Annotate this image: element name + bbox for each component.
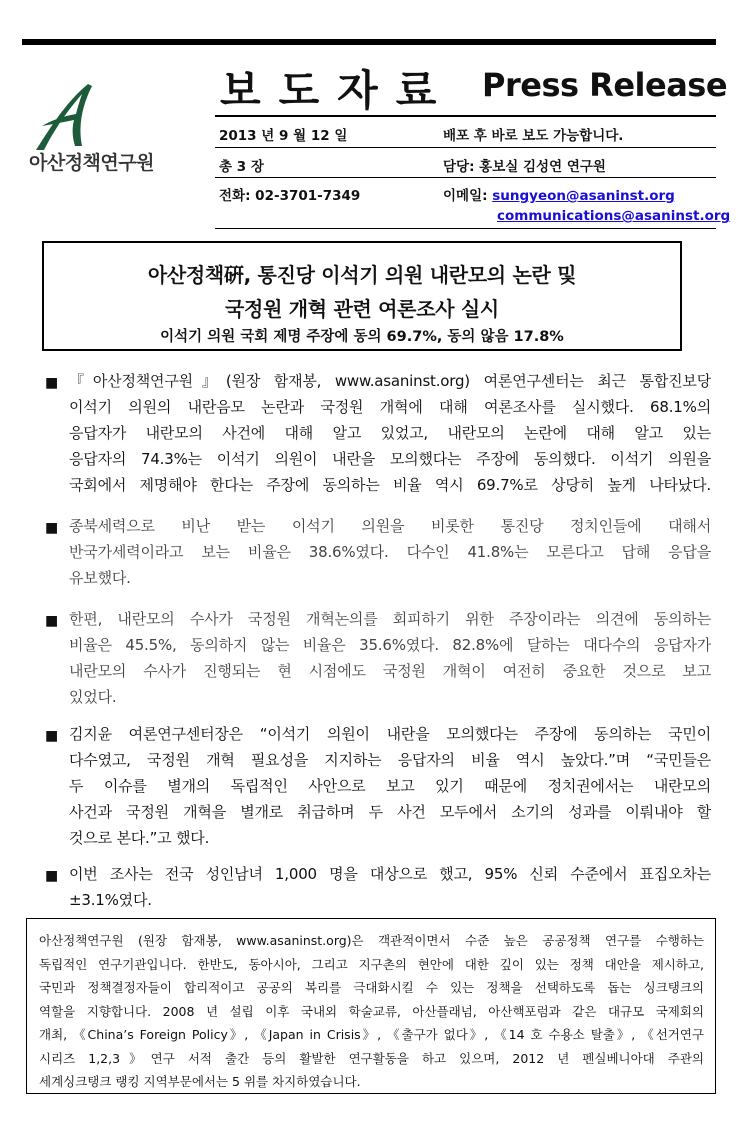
about-line: 아산정책연구원 (원장 함재봉, www.asaninst.org)은 객관적이면서 수준 높은 공공정책 연구를 수행하는 bbox=[39, 933, 704, 948]
headline-box bbox=[42, 241, 682, 351]
paragraph-3 bbox=[69, 606, 711, 710]
paragraph-line: 사건과 국정원 개혁을 별개로 취급하며 두 사건 모두에서 소기의 성과를 이뤄내야 할 bbox=[69, 803, 711, 821]
meta-rule bbox=[215, 147, 716, 148]
paragraph-line: 종북세력으로 비난 받는 이석기 의원을 비롯한 통진당 정치인들에 대해서 bbox=[69, 517, 711, 535]
bullet-icon: ■ bbox=[45, 520, 59, 536]
about-box bbox=[26, 918, 716, 1094]
bullet-icon: ■ bbox=[45, 728, 59, 744]
phone-number: 전화: 02-3701-7349 bbox=[219, 188, 361, 204]
paragraph-line: ±3.1%였다. bbox=[69, 891, 152, 909]
page-title-korean: 보도자료 bbox=[220, 66, 455, 115]
asan-logo bbox=[22, 80, 192, 180]
contact-person: 담당: 홍보실 김성연 연구원 bbox=[443, 159, 606, 175]
about-text bbox=[39, 929, 704, 1094]
page-title-english: Press Release bbox=[482, 66, 728, 104]
headline-subtitle: 이석기 의원 국회 제명 주장에 동의 69.7%, 동의 않음 17.8% bbox=[160, 329, 564, 345]
paragraph-line: 다수였고, 국정원 개혁 필요성을 지지하는 응답자의 비율 역시 높았다.”며 “국민들은 bbox=[69, 751, 711, 769]
page-count: 총 3 장 bbox=[219, 159, 264, 175]
paragraph-line: 내란모의 수사가 진행되는 현 시점에도 국정원 개혁이 여전히 중요한 것으로 보고 bbox=[69, 662, 711, 680]
paragraph-1 bbox=[69, 368, 711, 498]
bullet-icon: ■ bbox=[45, 613, 59, 629]
paragraph-line: 응답자의 74.3%는 이석기 의원이 내란을 모의했다는 주장에 동의했다. 이석기 의원을 bbox=[69, 450, 711, 468]
paragraph-2 bbox=[69, 513, 711, 591]
paragraph-4 bbox=[69, 721, 711, 851]
meta-rule bbox=[215, 228, 716, 229]
paragraph-line: 비율은 45.5%, 동의하지 않는 비율은 35.6%였다. 82.8%에 달하는 대다수의 응답자가 bbox=[69, 636, 711, 654]
meta-rule bbox=[215, 115, 716, 117]
paragraph-line: 두 이슈를 별개의 독립적인 사안으로 보고 있기 때문에 정치권에서는 내란모의 bbox=[69, 777, 711, 795]
bullet-icon: ■ bbox=[45, 375, 59, 391]
logo-text: 아산정책연구원 bbox=[29, 152, 154, 174]
about-line: 역할을 지향합니다. 2008 년 설립 이후 국내외 학술교류, 아산플래넘, 아산핵포럼과 같은 대규모 국제회의 bbox=[39, 1003, 704, 1019]
asan-a-logo-icon bbox=[30, 80, 110, 152]
paragraph-line: 유보했다. bbox=[69, 569, 131, 587]
headline-line-1: 아산정책硏, 통진당 이석기 의원 내란모의 논란 및 bbox=[147, 263, 577, 287]
about-line: 독립적인 연구기관입니다. 한반도, 동아시아, 그리고 지구촌의 현안에 대한 깊이 있는 정책 대안을 제시하고, bbox=[39, 956, 704, 972]
paragraph-line: 『아산정책연구원』(원장 함재봉, www.asaninst.org) 여론연구센터는 최근 통합진보당 bbox=[69, 372, 711, 390]
paragraph-line: 김지윤 여론연구센터장은 “이석기 의원이 내란을 모의했다는 주장에 동의하는 국민이 bbox=[69, 725, 711, 743]
paragraph-5 bbox=[69, 861, 711, 913]
email-link-secondary[interactable]: communications@asaninst.org bbox=[497, 208, 731, 224]
top-rule bbox=[22, 39, 716, 45]
paragraph-line: 이번 조사는 전국 성인남녀 1,000 명을 대상으로 했고, 95% 신뢰 수준에서 표집오차는 bbox=[69, 865, 711, 883]
release-note: 배포 후 바로 보도 가능합니다. bbox=[443, 128, 624, 144]
about-line: 세계싱크탱크 랭킹 지역부문에서는 5 위를 차지하였습니다. bbox=[39, 1074, 361, 1089]
release-date: 2013 년 9 월 12 일 bbox=[219, 128, 348, 144]
paragraph-line: 반국가세력이라고 보는 비율은 38.6%였다. 다수인 41.8%는 모른다고 답해 응답을 bbox=[69, 543, 711, 561]
paragraph-line: 이석기 의원의 내란음모 논란과 국정원 개혁에 대해 여론조사를 실시했다. 68.1%의 bbox=[69, 398, 711, 416]
paragraph-line: 응답자가 내란모의 사건에 대해 알고 있었고, 내란모의 논란에 대해 알고 있는 bbox=[69, 424, 711, 442]
about-line: 국민과 정책결정자들이 합리적이고 공공의 복리를 극대화시킬 수 있는 정책을 선택하도록 돕는 싱크탱크의 bbox=[39, 980, 704, 995]
meta-rule bbox=[215, 177, 716, 178]
headline-line-2: 국정원 개혁 관련 여론조사 실시 bbox=[225, 297, 499, 321]
about-line: 개최, 《China’s Foreign Policy》, 《Japan in Crisis》, 《출구가 없다》, 《14 호 수용소 탈출》, 《선거연구 bbox=[39, 1027, 704, 1042]
email-row-secondary bbox=[497, 208, 730, 224]
paragraph-line: 국회에서 제명해야 한다는 주장에 동의하는 비율 역시 69.7%로 상당히 높게 나타났다. bbox=[69, 476, 711, 494]
bullet-icon: ■ bbox=[45, 868, 59, 884]
paragraph-line: 한편, 내란모의 수사가 국정원 개혁논의를 회피하기 위한 주장이라는 의견에 동의하는 bbox=[69, 610, 711, 628]
email-label: 이메일: bbox=[443, 188, 488, 204]
paragraph-line: 것으로 본다.”고 했다. bbox=[69, 829, 210, 847]
email-row bbox=[443, 184, 675, 204]
paragraph-line: 있었다. bbox=[69, 688, 117, 706]
about-line: 시리즈 1,2,3》연구 서적 출간 등의 활발한 연구활동을 하고 있으며, 2012 년 펜실베니아대 주관의 bbox=[39, 1050, 704, 1066]
email-link-primary[interactable]: sungyeon@asaninst.org bbox=[492, 188, 675, 204]
